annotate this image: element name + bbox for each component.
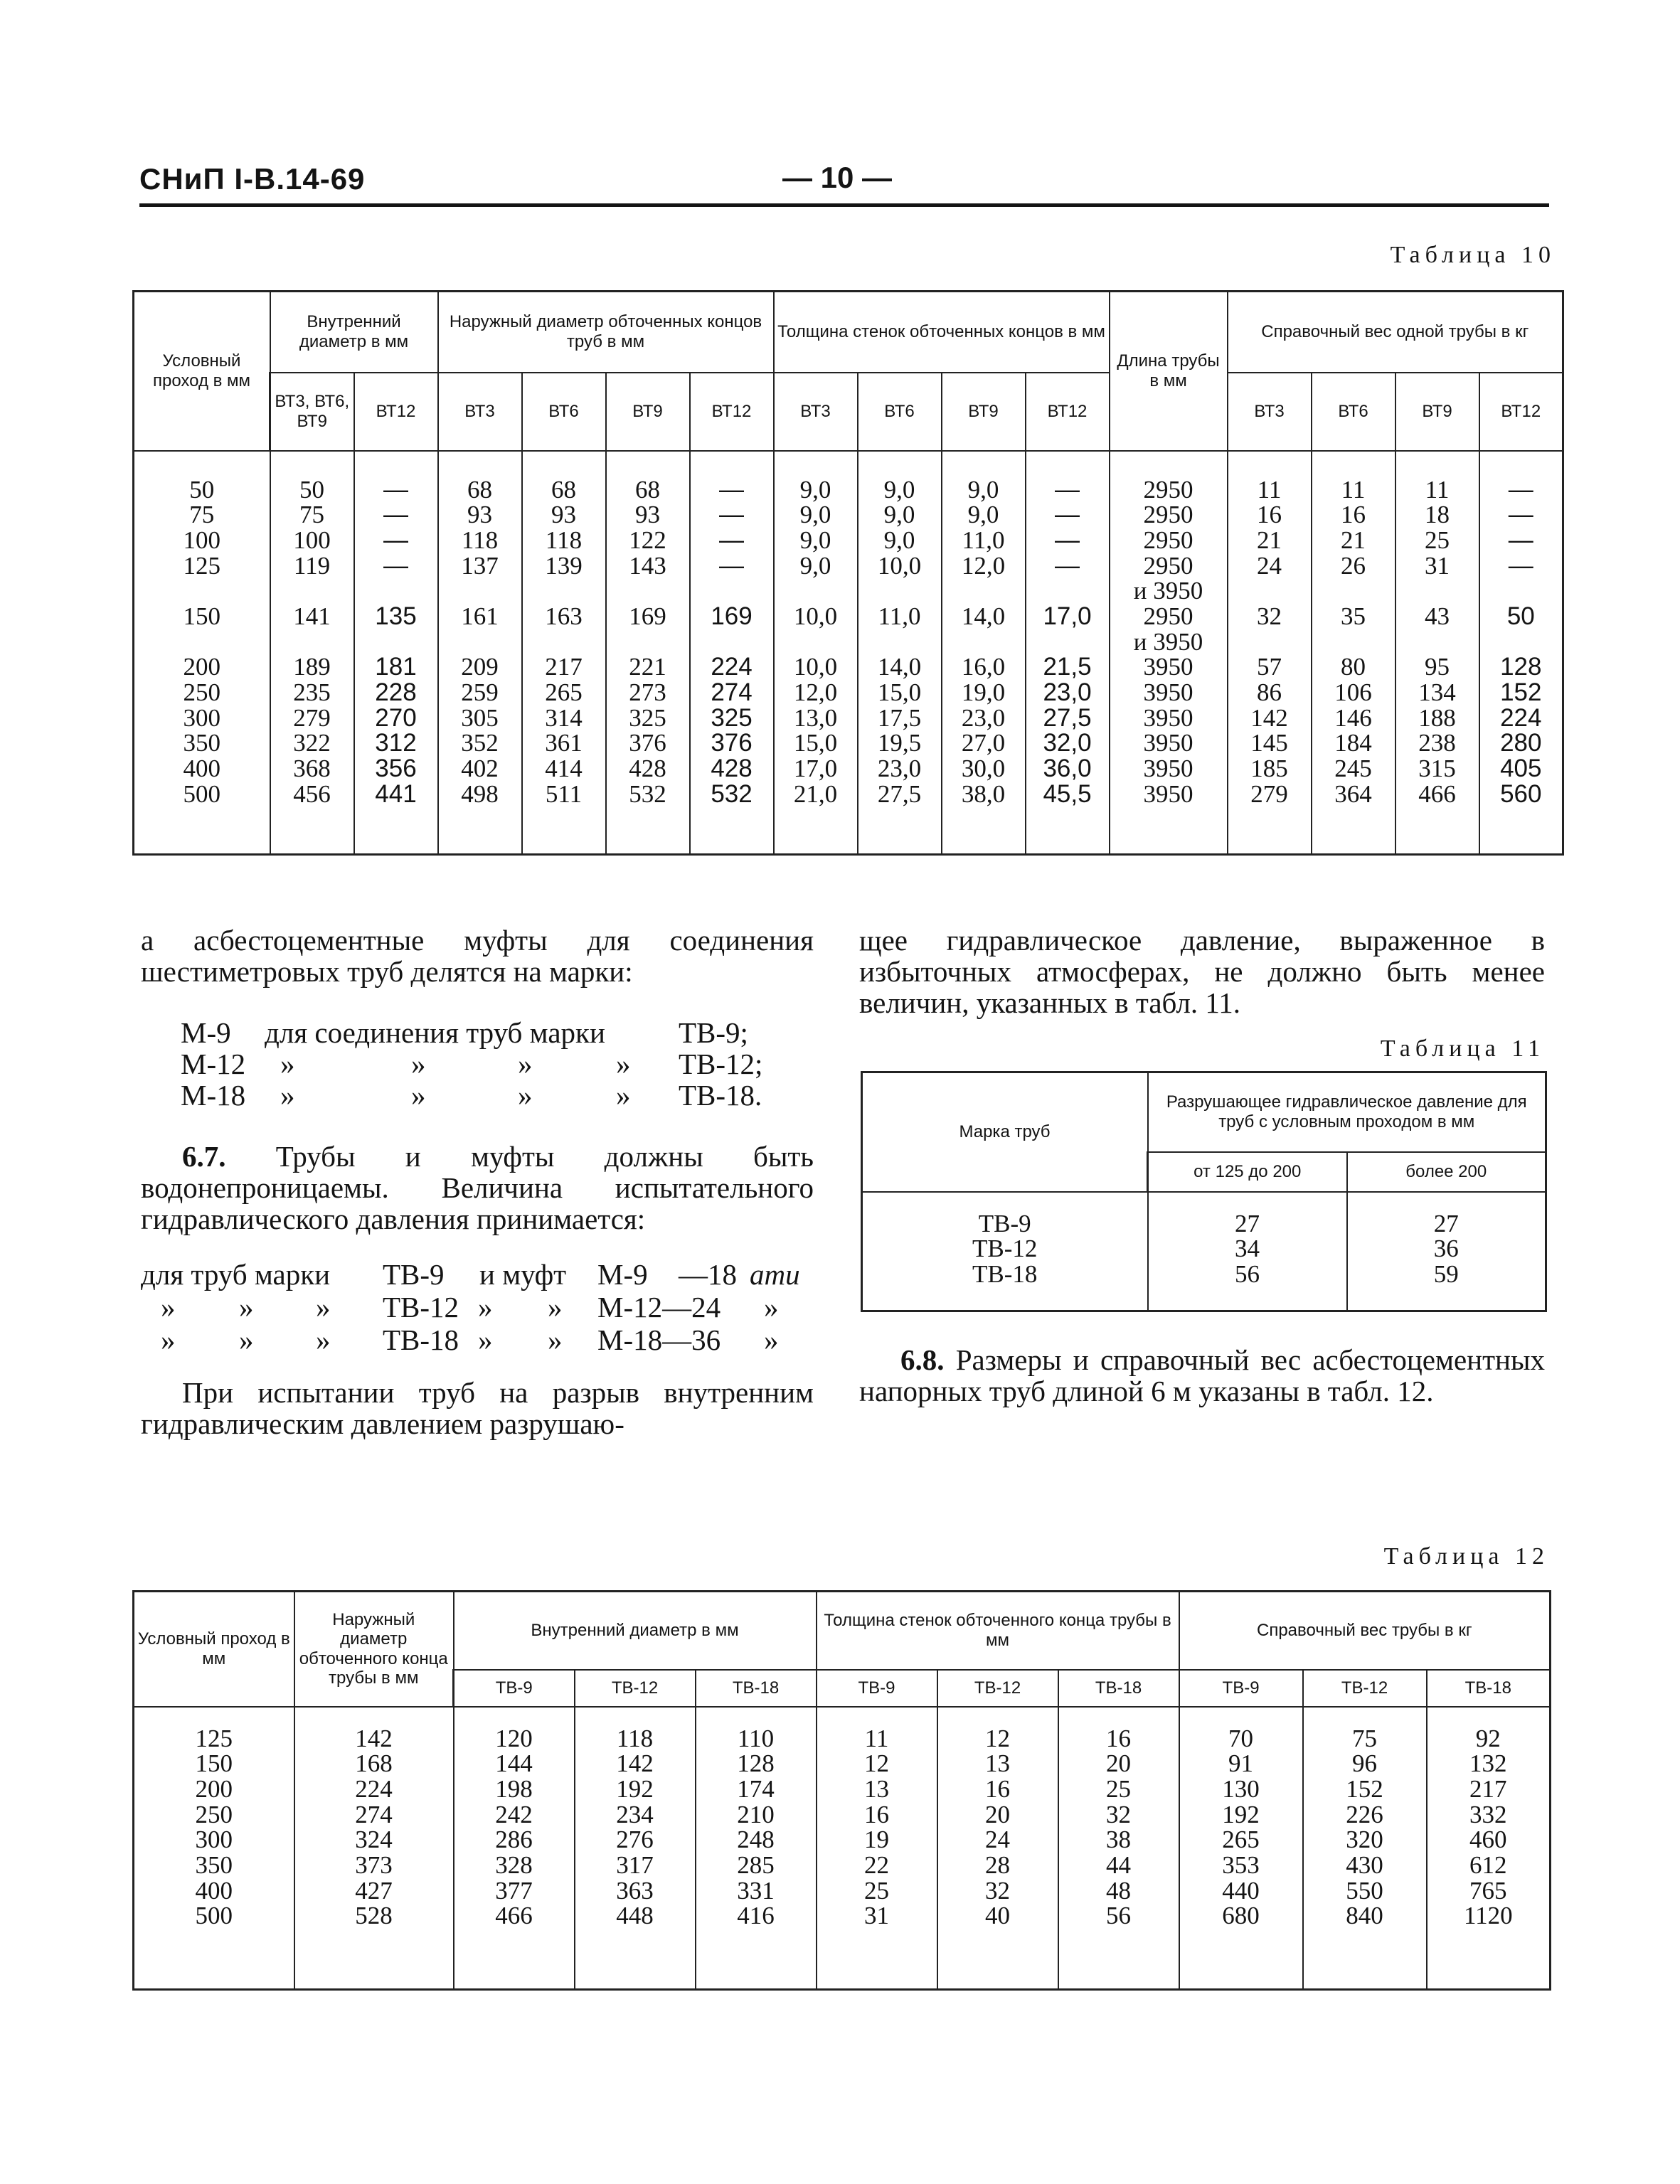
section-number: 6.7.: [182, 1140, 226, 1173]
section-text: Трубы и муфты должны быть водонепроницаемы. Величина испытательного гидравлического давления принимается:: [141, 1140, 814, 1235]
table12-header-outer: Наружный диаметр обточенного конца трубы в мм: [294, 1592, 454, 1707]
table10-header-inner: Внутренний диаметр в мм: [270, 292, 438, 373]
table10-column: — — — — 17,0 21,5 23,0 27,5 32,0 36,0 45,5: [1026, 451, 1110, 855]
table10-column: — — — — 169 224 274 325 376 428 532: [690, 451, 774, 855]
table10-header-cond: Условный проход в мм: [134, 292, 270, 451]
table11-sub: от 125 до 200: [1148, 1152, 1347, 1192]
table12-header-cond: Условный проход в мм: [134, 1592, 294, 1707]
table10-header-wall: Толщина стенок обточенных концов в мм: [774, 292, 1110, 373]
table10-sub: ВТ12: [354, 373, 438, 451]
pressure-value: —18: [679, 1258, 737, 1291]
mark-text: для соединения труб марки: [265, 1016, 605, 1049]
table11-caption: Таблица 11: [1380, 1035, 1545, 1062]
pipe-mark: ТВ-18: [383, 1323, 459, 1356]
table11-sub: более 200: [1347, 1152, 1546, 1192]
pressure-value: М-12—24: [597, 1291, 721, 1323]
pressure-label: и муфт: [479, 1258, 567, 1291]
ditto-mark: »: [518, 1048, 533, 1080]
table10-column: 9,0 9,0 11,0 12,0 14,0 16,0 19,0 23,0 27,0 30,0 38,0: [942, 451, 1026, 855]
table12-column: 118 142 192 234 276 317 363 448: [575, 1707, 696, 1990]
ditto-mark: »: [316, 1291, 331, 1323]
table12-column: 75 96 152 226 320 430 550 840: [1303, 1707, 1427, 1990]
pressure-unit: ати: [750, 1258, 800, 1291]
table12-header-weight: Справочный вес трубы в кг: [1179, 1592, 1551, 1670]
ditto-mark: »: [411, 1048, 426, 1080]
table12-sub: ТВ-9: [454, 1670, 575, 1707]
table12-sub: ТВ-9: [817, 1670, 937, 1707]
ditto-mark: »: [548, 1291, 563, 1323]
table10-column: 11 18 25 31 43 95 134 188 238 315 466: [1395, 451, 1479, 855]
table11-column: 27 34 56: [1148, 1192, 1347, 1311]
ditto-mark: »: [161, 1323, 176, 1356]
ditto-mark: »: [316, 1323, 331, 1356]
pipe-mark: ТВ-12: [383, 1291, 459, 1323]
ditto-mark: »: [411, 1079, 426, 1112]
ditto-mark: »: [280, 1079, 295, 1112]
section-6-8: [859, 1344, 1545, 1407]
muff-mark: М-9: [597, 1258, 648, 1291]
table10-sub: ВТ12: [1026, 373, 1110, 451]
table12-column: 11 12 13 16 19 22 25 31: [817, 1707, 937, 1990]
table10-sub: ВТ9: [1395, 373, 1479, 451]
page-number: — 10 —: [782, 161, 893, 194]
table10-column: 50 75 100 119 141 189 235 279 322 368 456: [270, 451, 354, 855]
paragraph-test: При испытании труб на разрыв внутренним гидравлическим давлением разрушаю-: [141, 1376, 814, 1440]
document-code: СНиП I-В.14-69: [139, 162, 366, 196]
table10-column: 2950 2950 2950 2950 и 3950 2950 и 3950 3950 3950 3950 3950 3950 3950: [1110, 451, 1228, 855]
table10-sub: ВТ6: [522, 373, 606, 451]
table12-sub: ТВ-12: [937, 1670, 1058, 1707]
table12-sub: ТВ-18: [1427, 1670, 1551, 1707]
table10-column: 11 16 21 24 32 57 86 142 145 185 279: [1228, 451, 1312, 855]
table11-column: ТВ-9 ТВ-12 ТВ-18: [862, 1192, 1148, 1311]
marks-row-3: [181, 1078, 821, 1111]
table10-header-length: Длина трубы в мм: [1110, 292, 1228, 451]
table10-sub: ВТ3, ВТ6, ВТ9: [270, 373, 354, 451]
mark-code: М-18: [181, 1079, 246, 1112]
table10: [132, 290, 1564, 856]
table10-column: 11 16 21 26 35 80 106 146 184 245 364: [1312, 451, 1395, 855]
table12-sub: ТВ-12: [575, 1670, 696, 1707]
table12-column: 16 20 25 32 38 44 48 56: [1058, 1707, 1179, 1990]
ditto-mark: »: [239, 1291, 254, 1323]
table12-header-inner: Внутренний диаметр в мм: [454, 1592, 817, 1670]
table10-sub: ВТ3: [774, 373, 858, 451]
table12-sub: ТВ-18: [1058, 1670, 1179, 1707]
table12-column: 110 128 174 210 248 285 331 416: [696, 1707, 817, 1990]
mark-code: М-12: [181, 1048, 246, 1080]
table11-header-mark: Марка труб: [862, 1072, 1148, 1192]
pressure-row-3: [141, 1323, 824, 1355]
table12-column: 70 91 130 192 265 353 440 680: [1179, 1707, 1303, 1990]
ditto-mark: »: [518, 1079, 533, 1112]
table10-column: 68 93 118 139 163 217 265 314 361 414 511: [522, 451, 606, 855]
table12: [132, 1590, 1551, 1991]
table10-column: — — — — 135 181 228 270 312 356 441: [354, 451, 438, 855]
pressure-row-2: [141, 1290, 824, 1323]
table12-caption: Таблица 12: [1383, 1543, 1549, 1570]
table12-header-wall: Толщина стенок обточенного конца трубы в мм: [817, 1592, 1179, 1670]
ditto-mark: »: [616, 1048, 631, 1080]
table10-sub: ВТ6: [858, 373, 942, 451]
table12-column: 120 144 198 242 286 328 377 466: [454, 1707, 575, 1990]
table10-column: 9,0 9,0 9,0 9,0 10,0 10,0 12,0 13,0 15,0 17,0 21,0: [774, 451, 858, 855]
section-text: Размеры и справочный вес асбестоцементных напорных труб длиной 6 м указаны в табл. 12.: [859, 1343, 1545, 1407]
table10-sub: ВТ3: [1228, 373, 1312, 451]
table10-column: 9,0 9,0 9,0 10,0 11,0 14,0 15,0 17,5 19,5 23,0 27,5: [858, 451, 942, 855]
table10-sub: ВТ12: [1479, 373, 1563, 451]
header-rule: [139, 203, 1549, 207]
pressure-row-1: [141, 1257, 824, 1290]
table11-column: 27 36 59: [1347, 1192, 1546, 1311]
table12-sub: ТВ-9: [1179, 1670, 1303, 1707]
table10-sub: ВТ3: [438, 373, 522, 451]
table10-header-outer: Наружный диаметр обточенных концов труб в мм: [438, 292, 774, 373]
table10-column: 68 93 118 137 161 209 259 305 352 402 498: [438, 451, 522, 855]
table10-column: 68 93 122 143 169 221 273 325 376 428 532: [606, 451, 690, 855]
table10-header-weight: Справочный вес одной трубы в кг: [1228, 292, 1563, 373]
pressure-label: для труб марки: [141, 1258, 331, 1291]
table12-sub: ТВ-12: [1303, 1670, 1427, 1707]
table10-column: — — — — 50 128 152 224 280 405 560: [1479, 451, 1563, 855]
table11-header-pressure: Разрушающее гидравлическое давление для труб с условным проходом в мм: [1148, 1072, 1546, 1152]
mark-pipe: ТВ-12;: [679, 1048, 763, 1080]
section-6-7: [141, 1141, 814, 1235]
table10-sub: ВТ6: [1312, 373, 1395, 451]
section-number: 6.8.: [900, 1343, 945, 1376]
paragraph-muffs: а асбестоцементные муфты для соединения шестиметровых труб делятся на марки:: [141, 924, 814, 988]
ditto-mark: »: [764, 1291, 779, 1323]
ditto-mark: »: [478, 1323, 493, 1356]
ditto-mark: »: [764, 1323, 779, 1356]
ditto-mark: »: [616, 1079, 631, 1112]
mark-pipe: ТВ-18.: [679, 1079, 762, 1112]
pressure-value: М-18—36: [597, 1323, 721, 1356]
pipe-mark: ТВ-9: [383, 1258, 445, 1291]
table11: [861, 1071, 1547, 1312]
table12-column: 142 168 224 274 324 373 427 528: [294, 1707, 454, 1990]
table12-column: 125 150 200 250 300 350 400 500: [134, 1707, 294, 1990]
mark-code: М-9: [181, 1016, 231, 1049]
marks-row-2: [181, 1047, 821, 1080]
table10-column: 50 75 100 125 150 200 250 300 350 400 500: [134, 451, 270, 855]
ditto-mark: »: [478, 1291, 493, 1323]
table10-sub: ВТ12: [690, 373, 774, 451]
table10-caption: Таблица 10: [1390, 242, 1556, 268]
ditto-mark: »: [548, 1323, 563, 1356]
table12-sub: ТВ-18: [696, 1670, 817, 1707]
table10-sub: ВТ9: [606, 373, 690, 451]
ditto-mark: »: [161, 1291, 176, 1323]
mark-pipe: ТВ-9;: [679, 1016, 748, 1049]
marks-row-1: [181, 1016, 821, 1048]
table12-column: 92 132 217 332 460 612 765 1120: [1427, 1707, 1551, 1990]
paragraph-pressure: щее гидравлическое давление, выраженное в избыточных атмосферах, не должно быть менее величин, указанных в табл. 11.: [859, 924, 1545, 1019]
ditto-mark: »: [239, 1323, 254, 1356]
table12-column: 12 13 16 20 24 28 32 40: [937, 1707, 1058, 1990]
ditto-mark: »: [280, 1048, 295, 1080]
table10-sub: ВТ9: [942, 373, 1026, 451]
